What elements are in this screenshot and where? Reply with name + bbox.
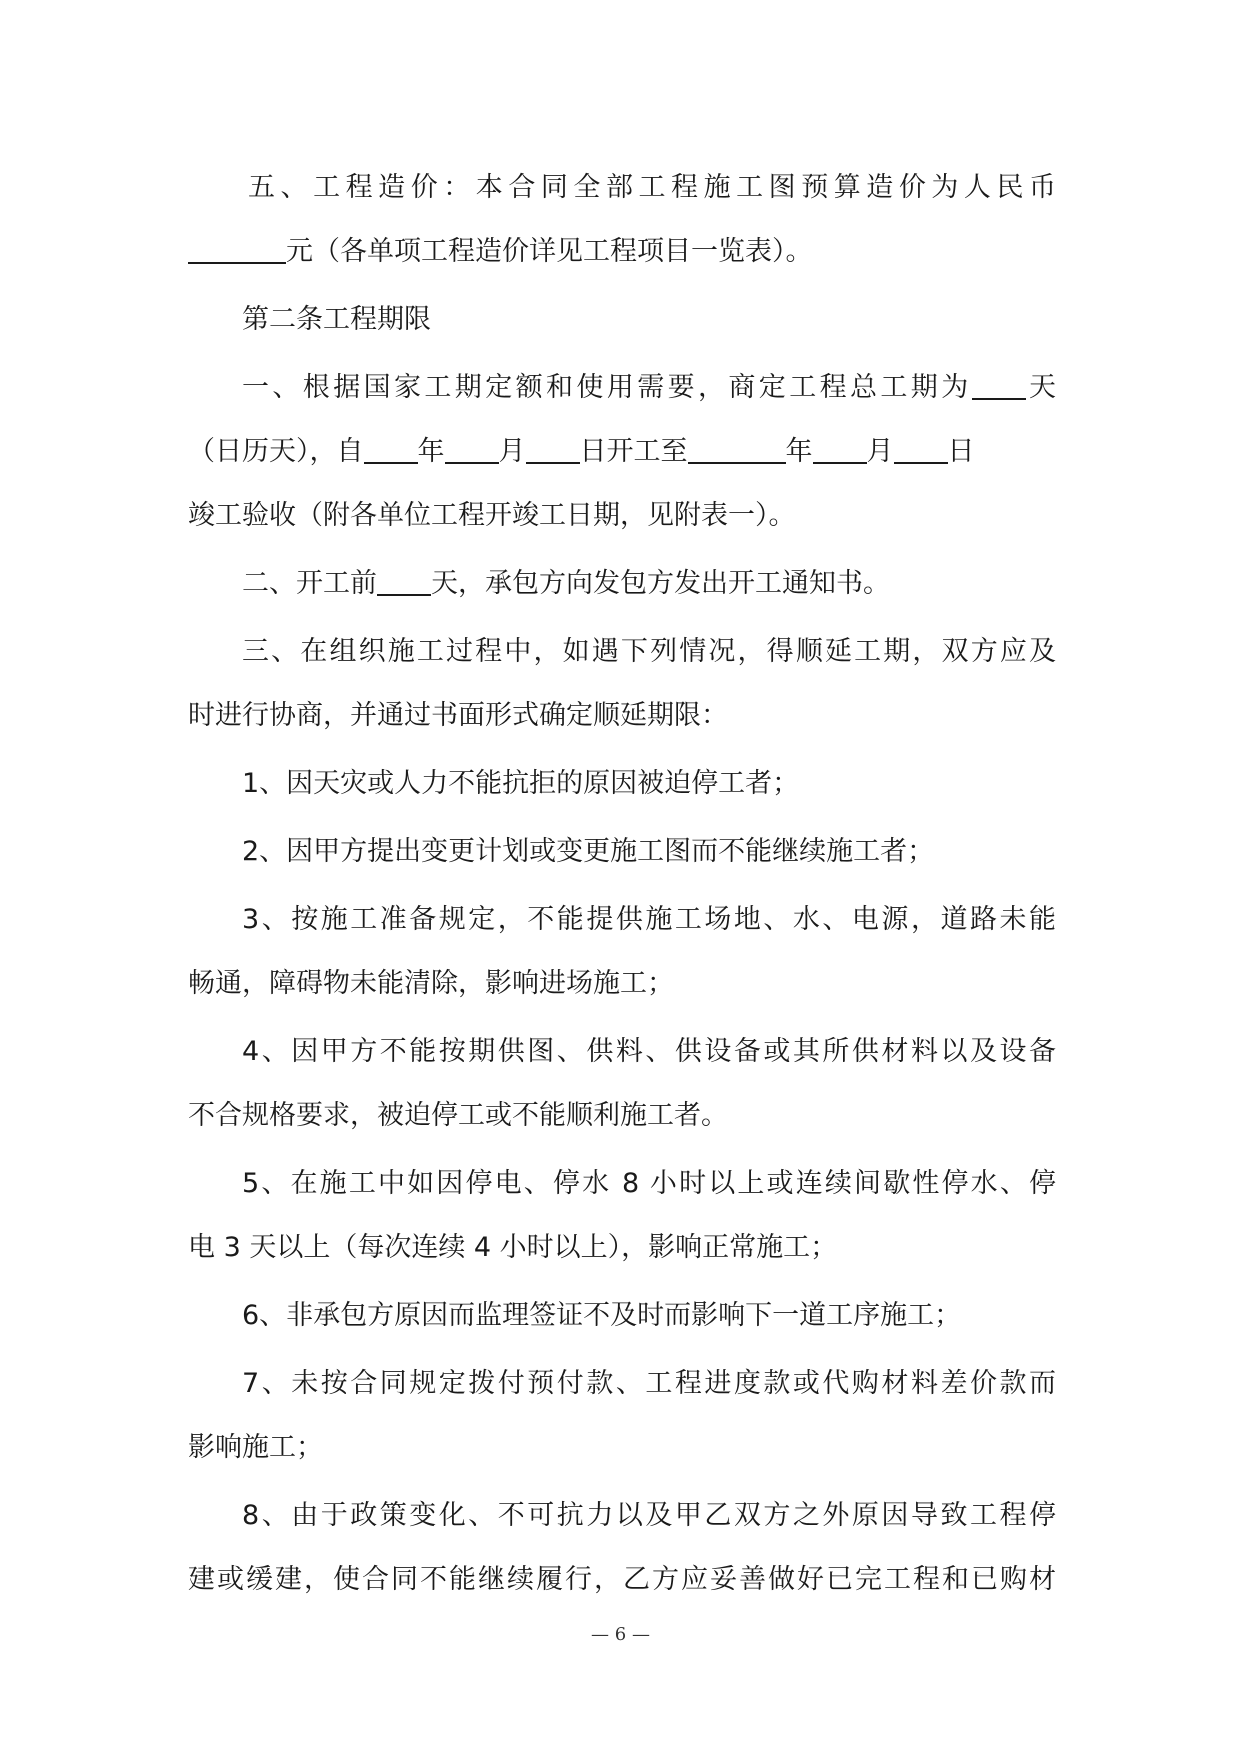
list-item-5: 5、在施工中如因停电、停水 8 小时以上或连续间歇性停水、停	[242, 1168, 1056, 1199]
blank-field-start-year	[364, 432, 418, 464]
blank-field-total-days	[972, 368, 1026, 400]
paragraph-cost: 五、工程造价：本合同全部工程施工图预算造价为人民币	[248, 172, 1056, 203]
list-item-7: 7、未按合同规定拨付预付款、工程进度款或代购材料差价款而	[242, 1368, 1056, 1399]
list-item-6: 6、非承包方原因而监理签证不及时而影响下一道工序施工；	[242, 1300, 962, 1331]
blank-field-end-month	[813, 432, 867, 464]
list-item-2: 2、因甲方提出变更计划或变更施工图而不能继续施工者；	[242, 836, 935, 867]
list-item-5-continued: 电 3 天以上（每次连续 4 小时以上），影响正常施工；	[188, 1232, 838, 1263]
blank-field-start-day	[526, 432, 580, 464]
document-body	[188, 156, 1056, 1612]
paragraph-cost-continued: 元（各单项工程造价详见工程项目一览表）。	[188, 220, 1056, 284]
paragraph-extension-continued: 时进行协商，并通过书面形式确定顺延期限：	[188, 700, 728, 731]
paragraph-schedule-completion: 竣工验收（附各单位工程开竣工日期，见附表一）。	[188, 500, 796, 531]
page-number: — 6 —	[591, 1624, 650, 1645]
blank-field-end-year	[688, 432, 786, 464]
paragraph-notice: 二、开工前 天，承包方向发包方发出开工通知书。	[188, 552, 1056, 616]
blank-field-amount	[188, 232, 286, 264]
list-item-7-continued: 影响施工；	[188, 1432, 323, 1463]
list-item-4: 4、因甲方不能按期供图、供料、供设备或其所供材料以及设备	[242, 1036, 1056, 1067]
paragraph-schedule-dates: （日历天），自 年 月 日开工至 年 月 日	[188, 420, 1056, 484]
blank-field-notice-days	[377, 564, 431, 596]
list-item-3: 3、按施工准备规定，不能提供施工场地、水、电源，道路未能	[242, 904, 1056, 935]
list-item-4-continued: 不合规格要求，被迫停工或不能顺利施工者。	[188, 1100, 728, 1131]
section-heading-article-2: 第二条工程期限	[242, 304, 431, 335]
blank-field-start-month	[445, 432, 499, 464]
list-item-1: 1、因天灾或人力不能抗拒的原因被迫停工者；	[242, 768, 800, 799]
list-item-8: 8、由于政策变化、不可抗力以及甲乙双方之外原因导致工程停	[242, 1500, 1056, 1531]
blank-field-end-day	[894, 432, 948, 464]
list-item-8-continued: 建或缓建，使合同不能继续履行，乙方应妥善做好已完工程和已购材	[188, 1564, 1056, 1595]
list-item-3-continued: 畅通，障碍物未能清除，影响进场施工；	[188, 968, 674, 999]
paragraph-schedule: 一、根据国家工期定额和使用需要，商定工程总工期为 天	[188, 356, 1056, 420]
paragraph-extension: 三、在组织施工过程中，如遇下列情况，得顺延工期，双方应及	[242, 636, 1056, 667]
